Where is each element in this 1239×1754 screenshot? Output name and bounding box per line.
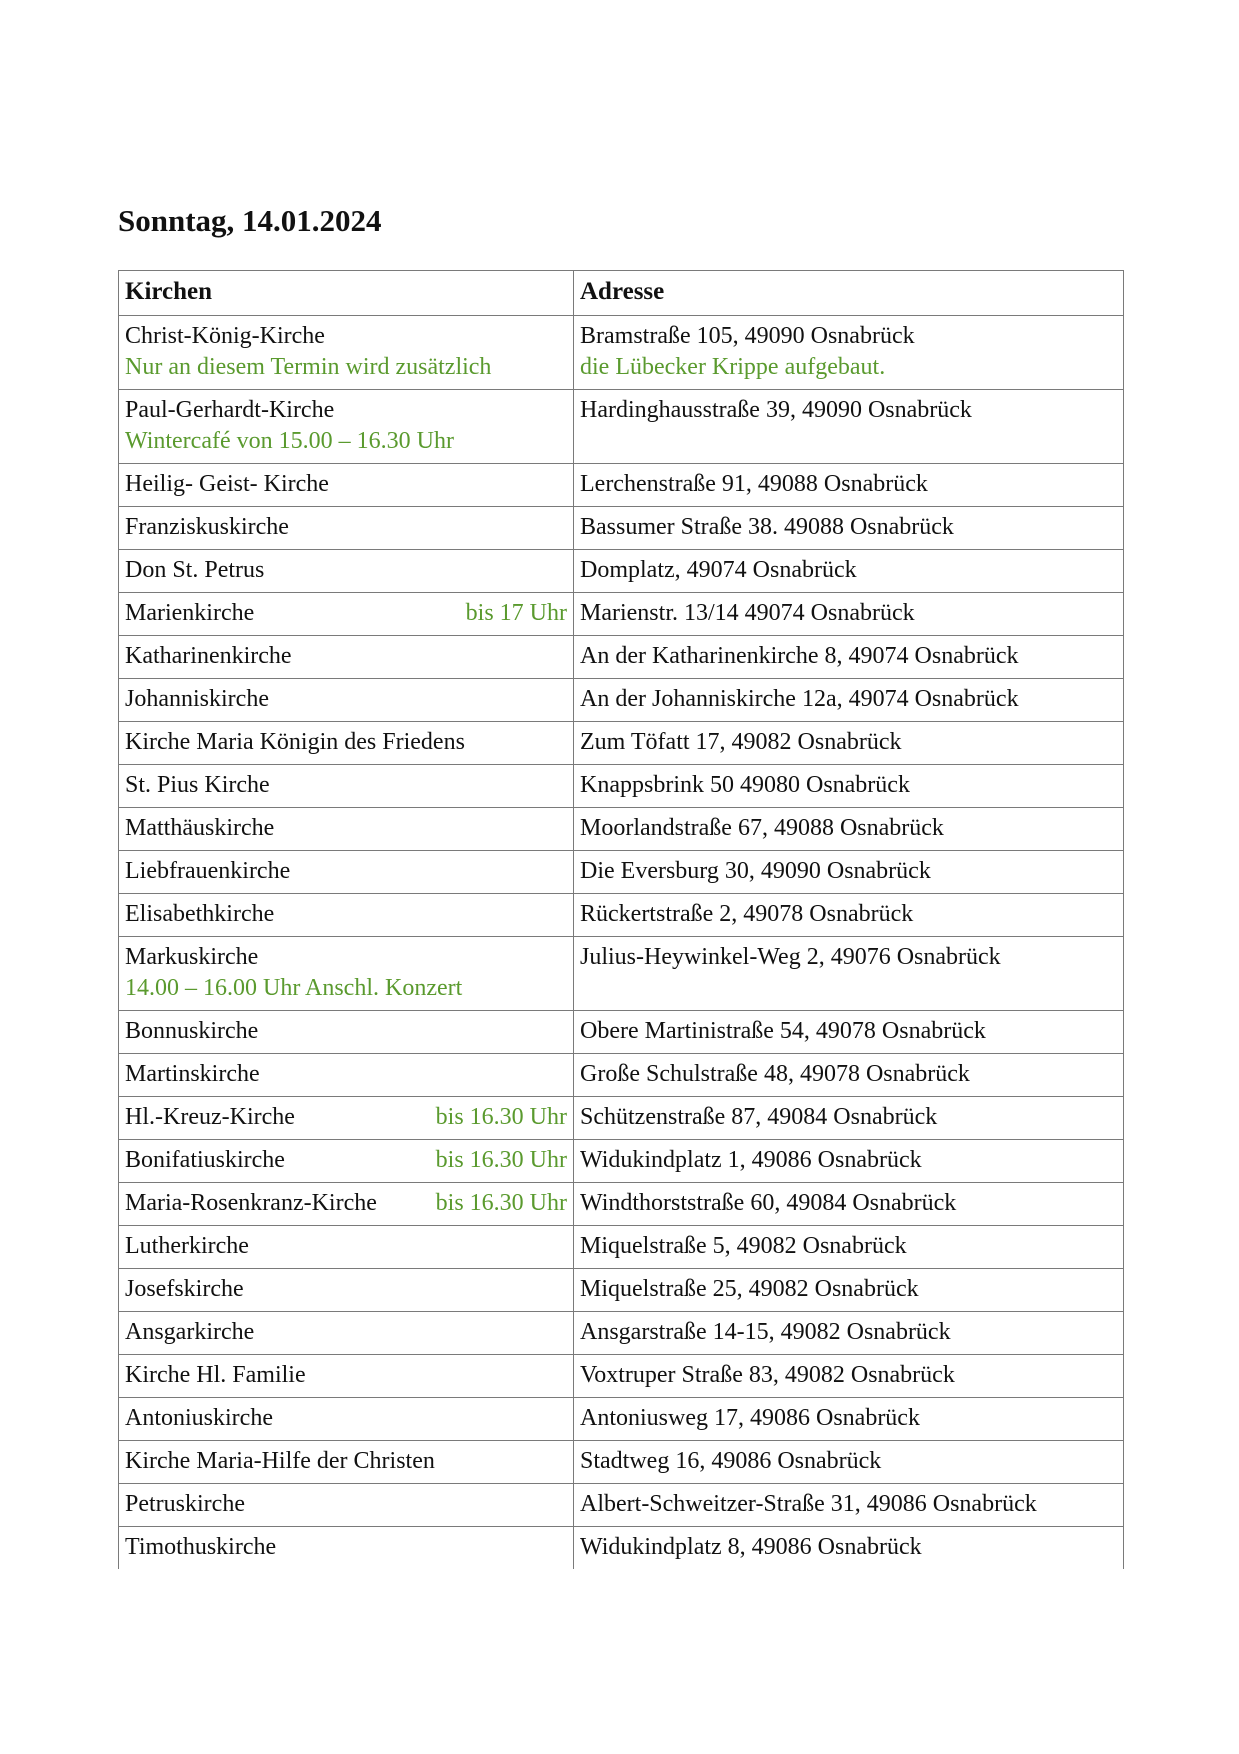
address-cell [574,894,1124,937]
church-name: Kirche Maria-Hilfe der Christen [125,1448,435,1474]
table-header-row [119,271,1124,316]
church-cell [119,1226,574,1269]
table-row [119,851,1124,894]
church-address: Lerchenstraße 91, 49088 Osnabrück [580,471,928,497]
church-address: Stadtweg 16, 49086 Osnabrück [580,1448,882,1474]
church-name: Markuskirche [125,944,259,970]
church-name: Maria-Rosenkranz-Kirche [125,1190,377,1216]
church-name: Josefskirche [125,1276,244,1302]
church-address: Bassumer Straße 38. 49088 Osnabrück [580,514,954,540]
church-address: Widukindplatz 1, 49086 Osnabrück [580,1147,922,1173]
address-cell [574,1183,1124,1226]
church-address: Große Schulstraße 48, 49078 Osnabrück [580,1061,970,1087]
church-address: Hardinghausstraße 39, 49090 Osnabrück [580,397,972,423]
table-row [119,894,1124,937]
church-name: Ansgarkirche [125,1319,255,1345]
closing-time: bis 16.30 Uhr [435,1104,567,1130]
church-name: Kirche Maria Königin des Friedens [125,729,465,755]
church-name: Katharinenkirche [125,643,292,669]
address-cell [574,507,1124,550]
church-address: An der Johanniskirche 12a, 49074 Osnabrück [580,686,1019,712]
church-cell [119,679,574,722]
table-row [119,593,1124,636]
church-cell [119,507,574,550]
church-cell [119,593,574,636]
church-address: Marienstr. 13/14 49074 Osnabrück [580,600,915,626]
church-name: Lutherkirche [125,1233,249,1259]
church-cell [119,550,574,593]
church-name: Don St. Petrus [125,557,265,583]
column-header-churches: Kirchen [119,271,574,316]
address-cell [574,1398,1124,1441]
table-row [119,1484,1124,1527]
address-note: die Lübecker Krippe aufgebaut. [580,353,886,380]
table-row [119,1054,1124,1097]
table-row [119,1011,1124,1054]
church-name: Paul-Gerhardt-Kirche [125,397,335,423]
church-address: Domplatz, 49074 Osnabrück [580,557,857,583]
church-address: Voxtruper Straße 83, 49082 Osnabrück [580,1362,955,1388]
church-cell [119,316,574,390]
address-cell [574,808,1124,851]
address-cell [574,722,1124,765]
church-cell [119,1097,574,1140]
table-row [119,1226,1124,1269]
closing-time: bis 16.30 Uhr [435,1190,567,1216]
church-name: Johanniskirche [125,686,269,712]
church-name: Hl.-Kreuz-Kirche [125,1104,295,1130]
church-address: Windthorststraße 60, 49084 Osnabrück [580,1190,957,1216]
church-address: Antoniusweg 17, 49086 Osnabrück [580,1405,920,1431]
address-cell [574,765,1124,808]
table-row [119,722,1124,765]
table-row [119,507,1124,550]
address-cell [574,1054,1124,1097]
church-address: Rückertstraße 2, 49078 Osnabrück [580,901,914,927]
table-row [119,550,1124,593]
table-row [119,937,1124,1011]
address-cell [574,851,1124,894]
table-row [119,1527,1124,1570]
table-row [119,1140,1124,1183]
page-title: Sonntag, 14.01.2024 [118,203,382,238]
church-note: Nur an diesem Termin wird zusätzlich [125,353,492,380]
table-row [119,1355,1124,1398]
church-name: Christ-König-Kirche [125,323,325,349]
address-cell [574,1312,1124,1355]
church-name: Bonnuskirche [125,1018,259,1044]
table-row [119,1269,1124,1312]
church-cell [119,765,574,808]
church-cell [119,1011,574,1054]
church-address: Zum Töfatt 17, 49082 Osnabrück [580,729,902,755]
church-address: Bramstraße 105, 49090 Osnabrück [580,323,915,349]
church-name: Bonifatiuskirche [125,1147,285,1173]
churches-table [118,270,1124,1569]
table-body [119,316,1124,1570]
church-cell [119,1484,574,1527]
church-name: Martinskirche [125,1061,260,1087]
church-note: 14.00 – 16.00 Uhr Anschl. Konzert [125,974,463,1001]
address-cell [574,390,1124,464]
church-name: St. Pius Kirche [125,772,270,798]
table-row [119,765,1124,808]
address-cell [574,1140,1124,1183]
church-cell [119,390,574,464]
church-name: Kirche Hl. Familie [125,1362,306,1388]
table-row [119,1097,1124,1140]
church-address: Knappsbrink 50 49080 Osnabrück [580,772,910,798]
church-name: Heilig- Geist- Kirche [125,471,329,497]
address-cell [574,1097,1124,1140]
church-name: Franziskuskirche [125,514,289,540]
address-cell [574,1484,1124,1527]
church-cell [119,1140,574,1183]
table-row [119,1441,1124,1484]
table-row [119,636,1124,679]
church-address: Widukindplatz 8, 49086 Osnabrück [580,1534,922,1560]
church-cell [119,1183,574,1226]
church-address: Miquelstraße 5, 49082 Osnabrück [580,1233,907,1259]
church-cell [119,1054,574,1097]
church-note: Wintercafé von 15.00 – 16.30 Uhr [125,427,454,454]
church-cell [119,464,574,507]
table-row [119,390,1124,464]
church-name: Matthäuskirche [125,815,275,841]
church-cell [119,722,574,765]
church-cell [119,636,574,679]
church-name: Petruskirche [125,1491,245,1517]
church-cell [119,1269,574,1312]
table-row [119,1183,1124,1226]
church-address: Moorlandstraße 67, 49088 Osnabrück [580,815,944,841]
church-name: Antoniuskirche [125,1405,273,1431]
table-row [119,464,1124,507]
table-row [119,808,1124,851]
table-row [119,1312,1124,1355]
church-address: Miquelstraße 25, 49082 Osnabrück [580,1276,919,1302]
church-address: Ansgarstraße 14-15, 49082 Osnabrück [580,1319,951,1345]
church-cell [119,894,574,937]
address-cell [574,1441,1124,1484]
table-row [119,679,1124,722]
address-cell [574,636,1124,679]
church-name: Liebfrauenkirche [125,858,291,884]
church-address: Schützenstraße 87, 49084 Osnabrück [580,1104,938,1130]
address-cell [574,316,1124,390]
church-name: Marienkirche [125,600,255,626]
address-cell [574,679,1124,722]
address-cell [574,1527,1124,1570]
church-address: Obere Martinistraße 54, 49078 Osnabrück [580,1018,986,1044]
church-cell [119,1355,574,1398]
address-cell [574,1269,1124,1312]
church-cell [119,1312,574,1355]
address-cell [574,1011,1124,1054]
address-cell [574,550,1124,593]
church-cell [119,851,574,894]
church-cell [119,1441,574,1484]
table-row [119,1398,1124,1441]
church-address: An der Katharinenkirche 8, 49074 Osnabrück [580,643,1019,669]
table-row [119,316,1124,390]
church-address: Julius-Heywinkel-Weg 2, 49076 Osnabrück [580,944,1001,970]
address-cell [574,1226,1124,1269]
church-cell [119,808,574,851]
church-cell [119,1398,574,1441]
address-cell [574,1355,1124,1398]
church-name: Elisabethkirche [125,901,275,927]
address-cell [574,937,1124,1011]
church-address: Albert-Schweitzer-Straße 31, 49086 Osnabrück [580,1491,1037,1517]
column-header-address: Adresse [574,271,1124,316]
church-name: Timothuskirche [125,1534,277,1560]
address-cell [574,593,1124,636]
closing-time: bis 17 Uhr [465,600,567,626]
church-cell [119,1527,574,1570]
church-address: Die Eversburg 30, 49090 Osnabrück [580,858,931,884]
address-cell [574,464,1124,507]
church-cell [119,937,574,1011]
closing-time: bis 16.30 Uhr [435,1147,567,1173]
